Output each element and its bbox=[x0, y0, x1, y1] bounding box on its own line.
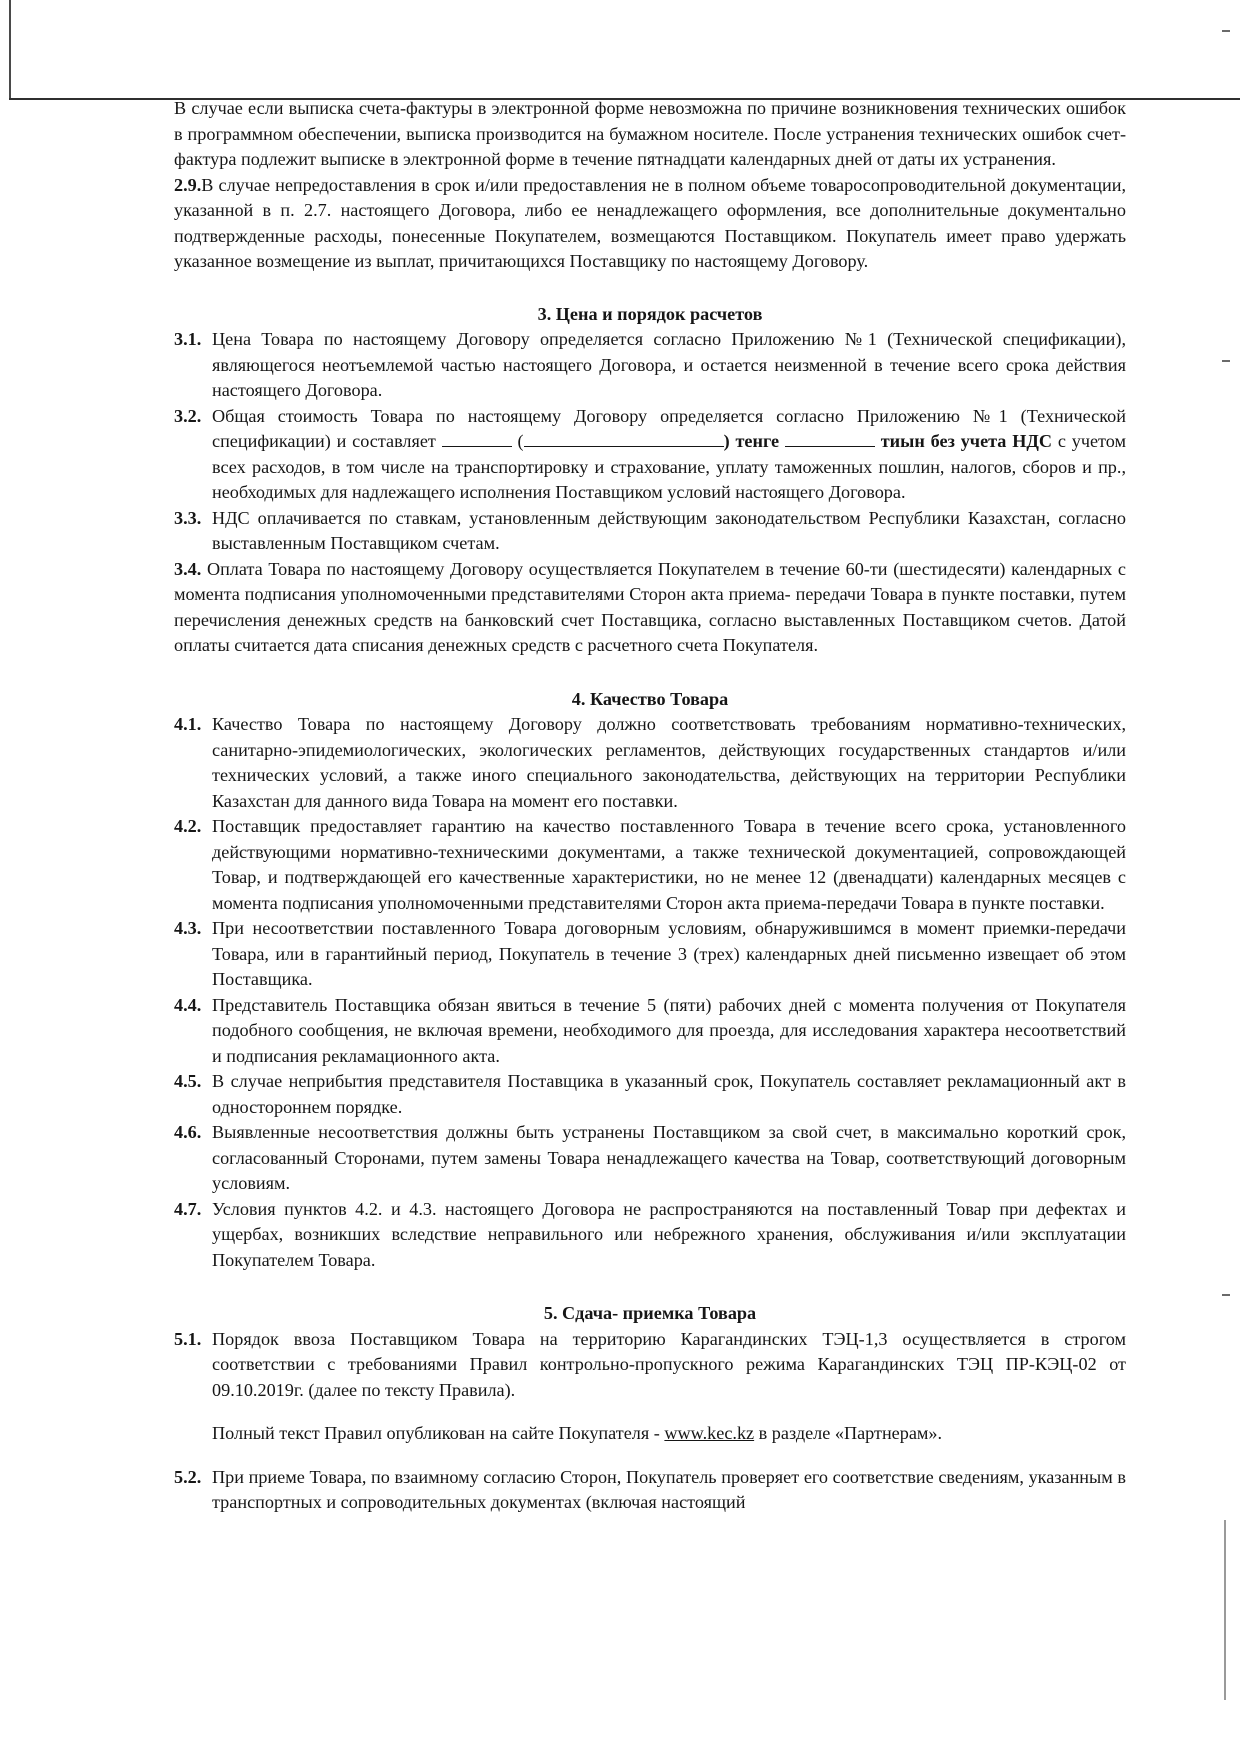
clause-text: Условия пунктов 4.2. и 4.3. настоящего Договора не распространяются на поставленный Товар при дефектах и ущербах, возникших вследствие неправильного или небрежного хранения, обслуживания и/или эксплуатации Покупателем Товара. bbox=[212, 1198, 1126, 1270]
paragraph-continuation: В случае если выписка счета-фактуры в электронной форме невозможна по причине возникновения технических ошибок в программном обеспечении, выписка производится на бумажном носителе. После устранения технических ошибок счет-фактура подлежит выписке в электронной форме в течение пятнадцати календарных дней от даты их устранения. bbox=[174, 98, 1126, 169]
scan-mark-right bbox=[1222, 360, 1230, 362]
clause-text bbox=[212, 404, 1126, 506]
clause-5-1 bbox=[174, 1327, 1126, 1404]
section-3-heading: 3. Цена и порядок расчетов bbox=[537, 303, 763, 324]
clause-number: 5.1. bbox=[174, 1328, 202, 1349]
scan-border-left bbox=[9, 0, 11, 100]
clause-text: НДС оплачивается по ставкам, установленным действующим законодательством Республики Казахстан, согласно выставленным Поставщиком счетам. bbox=[212, 507, 1126, 553]
clause-text: Цена Товара по настоящему Договору определяется согласно Приложению №1 (Технической спецификации), являющегося неотъемлемой частью настоящего Договора, и остается неизменной в течение всего срока действия настоящего Договора. bbox=[212, 329, 1126, 400]
clause-4-1 bbox=[174, 712, 1126, 814]
clause-4-6 bbox=[174, 1120, 1126, 1197]
clause-number: 3.4. bbox=[174, 558, 202, 579]
clause-4-3 bbox=[174, 916, 1126, 993]
clause-text-part: Общая стоимость Товара по настоящему Договору определяется согласно Приложению №1 (Технической спецификации) и составляет bbox=[212, 405, 1126, 451]
clause-number: 5.2. bbox=[174, 1466, 202, 1487]
clause-number: 4.7. bbox=[174, 1198, 202, 1219]
clause-number: 4.2. bbox=[174, 816, 202, 836]
clause-number: 4.1. bbox=[174, 714, 202, 734]
scan-mark-right bbox=[1222, 1294, 1230, 1296]
clause-text: Выявленные несоответствия должны быть устранены Поставщиком за свой счет, в максимально короткий срок, согласованный Сторонами, путем замены Товара ненадлежащего качества на Товар, соответствующий договорным условиям. bbox=[212, 1122, 1126, 1193]
vat-note: тиын без учета НДС bbox=[880, 431, 1053, 451]
clause-number: 3.3. bbox=[174, 507, 202, 528]
clause-number: 4.4. bbox=[174, 994, 202, 1015]
clause-text: Качество Товара по настоящему Договору должно соответствовать требованиям нормативно-технических, санитарно-эпидемиологических, экологических регламентов, действующих государственных стандартов и/или технических условий, а также иного специального законодательства, действующих на территории Республики Казахстан для данного вида Товара на момент его поставки. bbox=[212, 714, 1126, 811]
clause-number: 4.3. bbox=[174, 918, 202, 938]
clause-text: Представитель Поставщика обязан явиться в течение 5 (пяти) рабочих дней с момента получения от Покупателя подобного сообщения, не включая времени, необходимого для проезда, для исследования характера несоответствий и подписания рекламационного акта. bbox=[212, 994, 1126, 1066]
clause-3-3 bbox=[174, 506, 1126, 557]
clause-4-5 bbox=[174, 1069, 1126, 1120]
rules-note-text: Полный текст Правил опубликован на сайте Покупателя - bbox=[212, 1423, 660, 1444]
clause-text: В случае непредоставления в срок и/или предоставления не в полном объеме товаросопроводительной документации, указанной в п. 2.7. настоящего Договора, либо ее ненадлежащего оформления, все дополнительные документально подтвержденные расходы, понесенные Покупателем, возмещаются Поставщиком. Покупатель имеет право удержать указанное возмещение из выплат, причитающихся Поставщику по настоящему Договору. bbox=[174, 174, 1126, 271]
clause-3-1 bbox=[174, 327, 1126, 404]
scan-mark-right bbox=[1224, 1520, 1226, 1700]
clause-number: 4.6. bbox=[174, 1122, 202, 1142]
clause-text: Порядок ввоза Поставщиком Товара на территорию Карагандинских ТЭЦ-1,3 осуществляется в строгом соответствии с требованиями Правил контрольно-пропускного режима Карагандинских ТЭЦ ПР-КЭЦ-02 от 09.10.2019г. (далее по тексту Правила). bbox=[212, 1328, 1126, 1400]
clause-5-2 bbox=[174, 1465, 1126, 1516]
website-link[interactable]: www.kec.kz bbox=[664, 1423, 755, 1444]
clause-number: 4.5. bbox=[174, 1071, 202, 1091]
amount-words-blank bbox=[524, 432, 724, 447]
section-4-heading: 4. Качество Товара bbox=[571, 688, 729, 709]
bracket-open: ( bbox=[517, 431, 524, 451]
clause-text: Поставщик предоставляет гарантию на качество поставленного Товара в течение всего срока, установленного действующими нормативно-техническими документами, а также технической документацией, сопровождающей Товар, и подтверждающей его качественные характеристики, но не менее 12 (двенадцати) календарных месяцев с момента подписания уполномоченными представителями Сторон акта приема-передачи Товара в пункте поставки. bbox=[212, 816, 1126, 913]
clause-3-4 bbox=[174, 557, 1126, 659]
clause-4-4 bbox=[174, 993, 1126, 1070]
document-body bbox=[174, 96, 1126, 1516]
clause-3-2 bbox=[174, 404, 1126, 506]
clause-2-9 bbox=[174, 173, 1126, 275]
rules-note-text: в разделе «Партнерам». bbox=[758, 1423, 943, 1444]
clause-number: 3.1. bbox=[174, 329, 202, 349]
clause-4-2 bbox=[174, 814, 1126, 916]
section-5-heading: 5. Сдача- приемка Товара bbox=[543, 1303, 757, 1323]
scan-mark-right bbox=[1222, 30, 1230, 32]
clause-text: При приеме Товара, по взаимному согласию Сторон, Покупатель проверяет его соответствие сведениям, указанным в транспортных и сопроводительных документах (включая настоящий bbox=[212, 1466, 1126, 1513]
clause-5-1-rules-note bbox=[212, 1421, 1126, 1447]
clause-number: 2.9. bbox=[174, 174, 202, 195]
clause-text: В случае неприбытия представителя Поставщика в указанный срок, Покупатель составляет рекламационный акт в одностороннем порядке. bbox=[212, 1071, 1126, 1117]
currency-label: ) тенге bbox=[723, 431, 780, 451]
clause-text-part: с учетом всех расходов, в том числе на транспортировку и страхование, уплату таможенных пошлин, налогов, сборов и пр., необходимых для надлежащего исполнения Поставщиком условий настоящего Договора. bbox=[212, 431, 1127, 502]
clause-text: Оплата Товара по настоящему Договору осуществляется Покупателем в течение 60-ти (шестидесяти) календарных с момента подписания уполномоченными представителями Сторон акта приема- передачи Товара в пункте поставки, путем перечисления денежных средств на банковский счет Поставщика, согласно выставленных Поставщиком счетов. Датой оплаты считается дата списания денежных средств с расчетного счета Покупателя. bbox=[174, 558, 1127, 655]
amount-blank bbox=[442, 432, 512, 447]
clause-text: При несоответствии поставленного Товара договорным условиям, обнаружившимся в момент приемки-передачи Товара, или в гарантийный период, Покупатель в течение 3 (трех) календарных дней письменно извещает об этом Поставщика. bbox=[212, 918, 1126, 989]
tiyn-blank bbox=[785, 432, 875, 447]
clause-4-7 bbox=[174, 1197, 1126, 1274]
clause-number: 3.2. bbox=[174, 405, 202, 426]
